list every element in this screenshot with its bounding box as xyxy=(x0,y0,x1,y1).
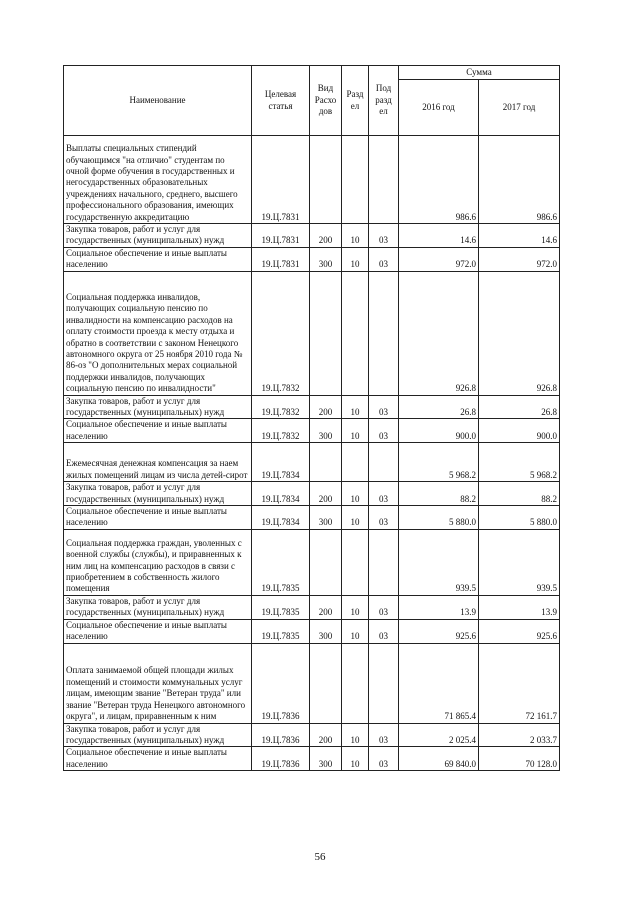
row-subsection xyxy=(369,443,399,482)
table-row xyxy=(64,395,560,419)
row-name: Закупка товаров, работ и услуг для государственных (муниципальных) нужд xyxy=(64,595,252,619)
budget-table xyxy=(63,65,560,771)
table-row xyxy=(64,224,560,248)
row-subsection xyxy=(369,529,399,595)
table-row xyxy=(64,506,560,530)
header-target-article: Целевая статья xyxy=(252,66,310,136)
row-expense-type: 300 xyxy=(310,419,342,443)
row-sum-2017: 70 128.0 xyxy=(479,747,560,771)
table-row xyxy=(64,443,560,482)
table-row xyxy=(64,529,560,595)
row-name: Социальная поддержка граждан, уволенных с военной службы (службы), и приравненных к ним лиц на компенсацию расходов в связи с приобретением в собственность жилого помещения xyxy=(64,529,252,595)
row-name: Социальное обеспечение и иные выплаты населению xyxy=(64,247,252,271)
row-name: Закупка товаров, работ и услуг для государственных (муниципальных) нужд xyxy=(64,224,252,248)
row-subsection: 03 xyxy=(369,747,399,771)
row-section xyxy=(342,643,369,723)
row-name: Закупка товаров, работ и услуг для государственных (муниципальных) нужд xyxy=(64,395,252,419)
row-sum-2017: 2 033.7 xyxy=(479,723,560,747)
header-year-2016: 2016 год xyxy=(399,80,479,136)
row-sum-2016: 925.6 xyxy=(399,619,479,643)
row-expense-type: 200 xyxy=(310,723,342,747)
row-name: Закупка товаров, работ и услуг для государственных (муниципальных) нужд xyxy=(64,723,252,747)
row-section: 10 xyxy=(342,723,369,747)
row-name: Социальное обеспечение и иные выплаты населению xyxy=(64,506,252,530)
header-year-2017: 2017 год xyxy=(479,80,560,136)
row-name: Выплаты специальных стипендий обучающимся "на отличио" студентам по очной форме обучения в государственных и негосударственных образовательных учреждениях начального, среднего, высшего профессионального образования, имеющих государственную аккредитацию xyxy=(64,136,252,224)
row-sum-2017: 926.8 xyxy=(479,271,560,395)
row-sum-2017: 939.5 xyxy=(479,529,560,595)
row-sum-2016: 926.8 xyxy=(399,271,479,395)
row-name: Ежемесячная денежная компенсация за наем жилых помещений лицам из числа детей-сирот xyxy=(64,443,252,482)
row-sum-2017: 5 968.2 xyxy=(479,443,560,482)
row-sum-2016: 71 865.4 xyxy=(399,643,479,723)
row-sum-2017: 986.6 xyxy=(479,136,560,224)
row-target-article: 19.Ц.7834 xyxy=(252,443,310,482)
row-expense-type: 200 xyxy=(310,224,342,248)
row-section: 10 xyxy=(342,506,369,530)
table-row xyxy=(64,136,560,224)
row-name: Социальное обеспечение и иные выплаты населению xyxy=(64,419,252,443)
header-subsection: Под разд ел xyxy=(369,66,399,136)
row-target-article: 19.Ц.7831 xyxy=(252,136,310,224)
header-sum: Сумма xyxy=(399,66,560,80)
row-subsection xyxy=(369,271,399,395)
row-section: 10 xyxy=(342,619,369,643)
row-target-article: 19.Ц.7831 xyxy=(252,224,310,248)
row-subsection: 03 xyxy=(369,506,399,530)
table-row xyxy=(64,271,560,395)
row-expense-type: 300 xyxy=(310,506,342,530)
row-sum-2017: 26.8 xyxy=(479,395,560,419)
row-expense-type: 200 xyxy=(310,482,342,506)
row-subsection: 03 xyxy=(369,482,399,506)
row-sum-2017: 13.9 xyxy=(479,595,560,619)
table-row xyxy=(64,747,560,771)
row-expense-type: 300 xyxy=(310,247,342,271)
row-subsection: 03 xyxy=(369,395,399,419)
row-section xyxy=(342,136,369,224)
table-row xyxy=(64,723,560,747)
row-sum-2017: 925.6 xyxy=(479,619,560,643)
row-target-article: 19.Ц.7836 xyxy=(252,747,310,771)
row-subsection: 03 xyxy=(369,619,399,643)
row-section xyxy=(342,529,369,595)
row-expense-type: 200 xyxy=(310,595,342,619)
row-target-article: 19.Ц.7835 xyxy=(252,595,310,619)
row-section: 10 xyxy=(342,747,369,771)
table-row xyxy=(64,619,560,643)
table-row xyxy=(64,482,560,506)
row-sum-2017: 88.2 xyxy=(479,482,560,506)
row-subsection xyxy=(369,643,399,723)
row-expense-type xyxy=(310,443,342,482)
row-target-article: 19.Ц.7836 xyxy=(252,723,310,747)
row-target-article: 19.Ц.7836 xyxy=(252,643,310,723)
row-section: 10 xyxy=(342,395,369,419)
row-target-article: 19.Ц.7835 xyxy=(252,529,310,595)
page-number: 56 xyxy=(314,851,326,863)
row-subsection: 03 xyxy=(369,595,399,619)
row-section: 10 xyxy=(342,247,369,271)
row-subsection xyxy=(369,136,399,224)
row-section xyxy=(342,271,369,395)
row-name: Закупка товаров, работ и услуг для государственных (муниципальных) нужд xyxy=(64,482,252,506)
row-subsection: 03 xyxy=(369,419,399,443)
table-body xyxy=(64,136,560,771)
table-row xyxy=(64,643,560,723)
row-expense-type xyxy=(310,271,342,395)
row-sum-2016: 5 968.2 xyxy=(399,443,479,482)
row-section: 10 xyxy=(342,482,369,506)
row-sum-2016: 88.2 xyxy=(399,482,479,506)
row-sum-2016: 69 840.0 xyxy=(399,747,479,771)
row-section: 10 xyxy=(342,419,369,443)
row-expense-type xyxy=(310,643,342,723)
row-section xyxy=(342,443,369,482)
header-section: Разд ел xyxy=(342,66,369,136)
row-sum-2016: 5 880.0 xyxy=(399,506,479,530)
row-sum-2017: 5 880.0 xyxy=(479,506,560,530)
row-sum-2016: 13.9 xyxy=(399,595,479,619)
row-sum-2016: 900.0 xyxy=(399,419,479,443)
row-sum-2016: 14.6 xyxy=(399,224,479,248)
row-subsection: 03 xyxy=(369,723,399,747)
table-row xyxy=(64,247,560,271)
row-expense-type: 200 xyxy=(310,395,342,419)
row-sum-2016: 986.6 xyxy=(399,136,479,224)
row-target-article: 19.Ц.7834 xyxy=(252,482,310,506)
row-target-article: 19.Ц.7834 xyxy=(252,506,310,530)
table-row xyxy=(64,595,560,619)
row-sum-2016: 972.0 xyxy=(399,247,479,271)
row-sum-2017: 14.6 xyxy=(479,224,560,248)
row-name: Социальное обеспечение и иные выплаты населению xyxy=(64,747,252,771)
row-sum-2016: 2 025.4 xyxy=(399,723,479,747)
row-expense-type: 300 xyxy=(310,747,342,771)
row-sum-2016: 26.8 xyxy=(399,395,479,419)
row-subsection: 03 xyxy=(369,247,399,271)
row-subsection: 03 xyxy=(369,224,399,248)
row-target-article: 19.Ц.7831 xyxy=(252,247,310,271)
row-section: 10 xyxy=(342,224,369,248)
row-sum-2016: 939.5 xyxy=(399,529,479,595)
row-target-article: 19.Ц.7832 xyxy=(252,419,310,443)
header-expense-type: Вид Расхо дов xyxy=(310,66,342,136)
table-row xyxy=(64,419,560,443)
row-section: 10 xyxy=(342,595,369,619)
row-target-article: 19.Ц.7835 xyxy=(252,619,310,643)
row-sum-2017: 900.0 xyxy=(479,419,560,443)
header-name: Наименование xyxy=(64,66,252,136)
row-sum-2017: 972.0 xyxy=(479,247,560,271)
row-target-article: 19.Ц.7832 xyxy=(252,395,310,419)
row-expense-type xyxy=(310,529,342,595)
row-target-article: 19.Ц.7832 xyxy=(252,271,310,395)
row-expense-type: 300 xyxy=(310,619,342,643)
row-name: Оплата занимаемой общей площади жилых помещений и стоимости коммунальных услуг лицам, имеющим звание "Ветеран труда" или звание "Ветеран труда Ненецкого автономного округа", и лицам, приравненным к ним xyxy=(64,643,252,723)
row-name: Социальная поддержка инвалидов, получающих социальную пенсию по инвалидности на компенсацию расходов на оплату стоимости проезда к месту отдыха и обратно в соответствии с законом Ненецкого автономного округа от 25 ноября 2010 года № 86-оз "О дополнительных мерах социальной поддержки инвалидов, получающих социальную пенсию по инвалидности" xyxy=(64,271,252,395)
row-sum-2017: 72 161.7 xyxy=(479,643,560,723)
row-name: Социальное обеспечение и иные выплаты населению xyxy=(64,619,252,643)
row-expense-type xyxy=(310,136,342,224)
